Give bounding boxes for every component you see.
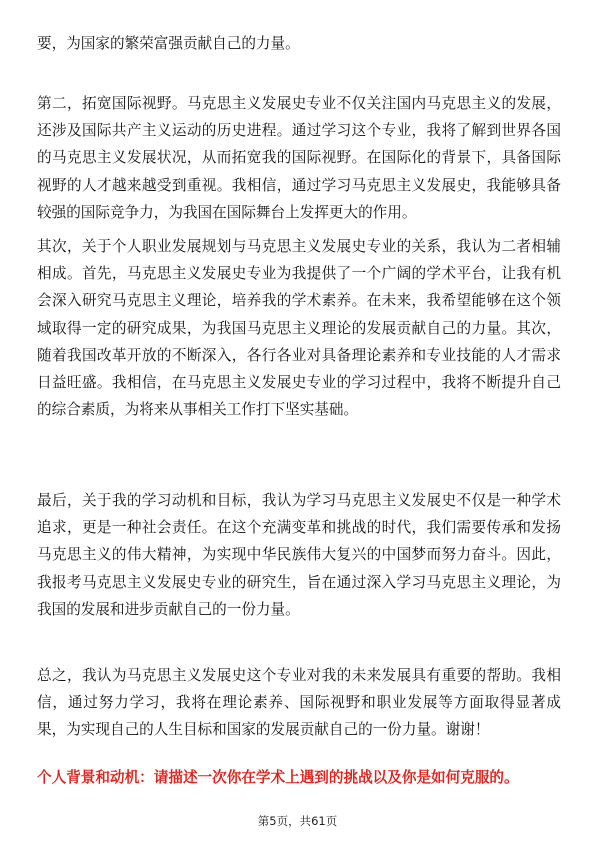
paragraph-international-vision: 第二，拓宽国际视野。马克思主义发展史专业不仅关注国内马克思主义的发展，还涉及国际共产主义运动的历史进程。通过学习这个专业，我将了解到世界各国的马克思主义发展状况，从而拓宽我的国际视野。在国际化的背景下，具备国际视野的人才越来越受到重视。我相信，通过学习马克思主义发展史，我能够具备较强的国际竞争力，为我国在国际舞台上发挥更大的作用。 — [37, 95, 561, 221]
page-number-footer: 第5页，共61页 — [257, 814, 338, 828]
interview-question: 个人背景和动机：请描述一次你在学术上遇到的挑战以及你是如何克服的。 — [37, 769, 519, 786]
paragraph-continuation: 要，为国家的繁荣富强贡献自己的力量。 — [37, 35, 300, 52]
paragraph-motivation-goals: 最后，关于我的学习动机和目标，我认为学习马克思主义发展史不仅是一种学术追求，更是一种社会责任。在这个充满变革和挑战的时代，我们需要传承和发扬马克思主义的伟大精神，为实现中华民族伟大复兴的中国梦而努力奋斗。因此，我报考马克思主义发展史专业的研究生，旨在通过深入学习马克思主义理论，为我国的发展和进步贡献自己的一份力量。 — [37, 492, 561, 618]
paragraph-career-planning: 其次，关于个人职业发展规划与马克思主义发展史专业的关系，我认为二者相辅相成。首先，马克思主义发展史专业为我提供了一个广阔的学术平台，让我有机会深入研究马克思主义理论，培养我的学术素养。在未来，我希望能够在这个领域取得一定的研究成果，为我国马克思主义理论的发展贡献自己的力量。其次，随着我国改革开放的不断深入，各行各业对具备理论素养和专业技能的人才需求日益旺盛。我相信，在马克思主义发展史专业的学习过程中，我将不断提升自己的综合素质，为将来从事相关工作打下坚实基础。 — [37, 238, 561, 419]
paragraph-conclusion: 总之，我认为马克思主义发展史这个专业对我的未来发展具有重要的帮助。我相信，通过努力学习，我将在理论素养、国际视野和职业发展等方面取得显著成果，为实现自己的人生目标和国家的发展贡献自己的一份力量。谢谢！ — [37, 667, 561, 739]
